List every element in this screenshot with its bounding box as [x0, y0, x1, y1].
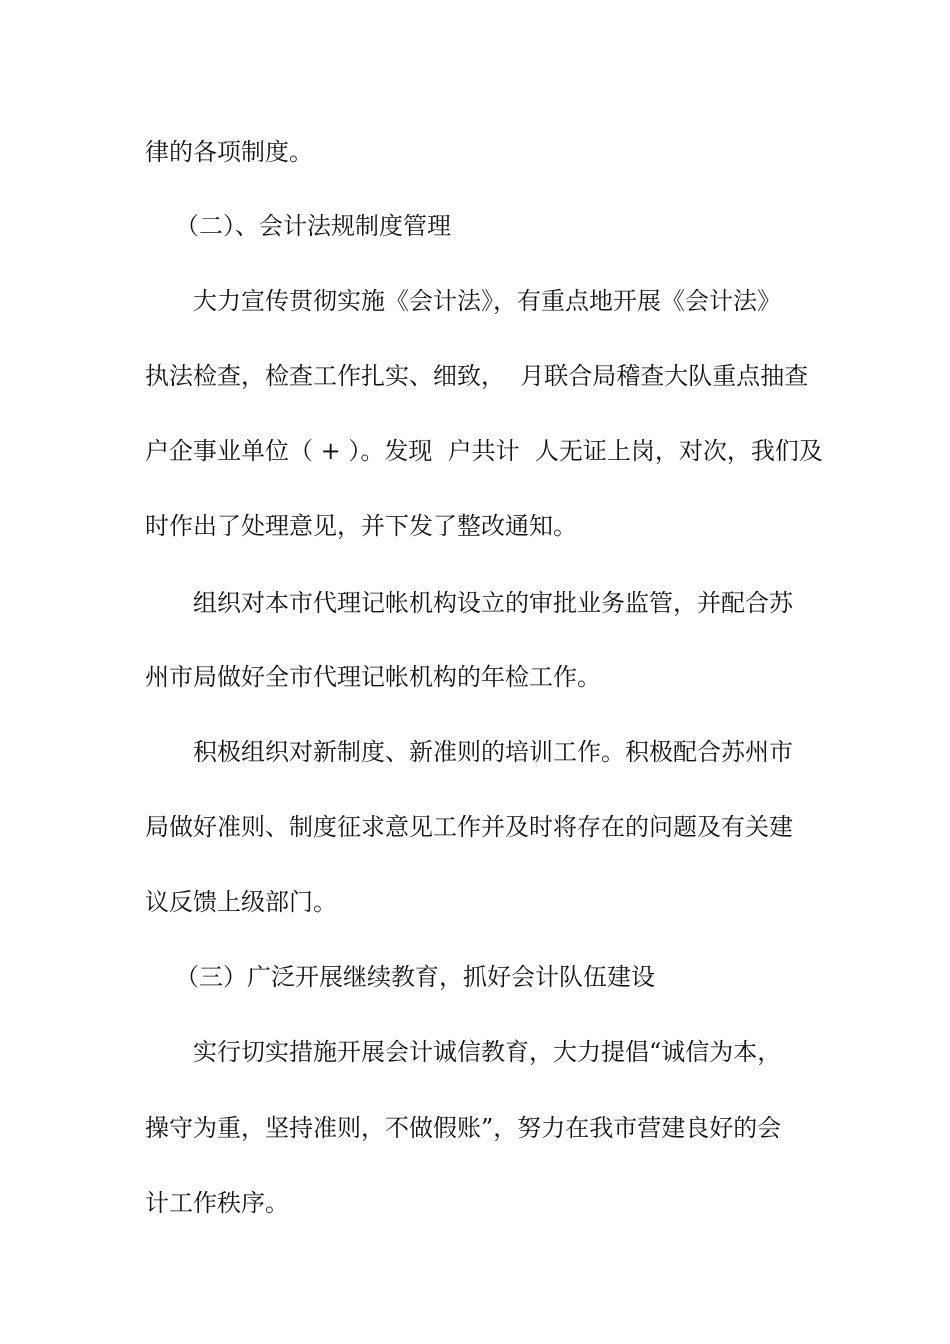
paragraph-line: 积极组织对新制度、新准则的培训工作。积极配合苏州市 — [193, 738, 793, 766]
paragraph-line: 律的各项制度。 — [145, 138, 313, 166]
paragraph-line: 户企事业单位（ + ）。发现 户共计 人无证上岗，对次，我们及 — [145, 437, 823, 465]
paragraph-line: 执法检查，检查工作扎实、细致， 月联合局稽查大队重点抽查 — [145, 362, 809, 390]
section-heading: （三）广泛开展继续教育，抓好会计队伍建设 — [175, 963, 655, 991]
paragraph-line: 实行切实措施开展会计诚信教育，大力提倡“诚信为本， — [193, 1038, 782, 1066]
paragraph-line: 计工作秩序。 — [145, 1189, 289, 1217]
paragraph-line: 局做好准则、制度征求意见工作并及时将存在的问题及有关建 — [145, 813, 793, 841]
paragraph-line: 操守为重，坚持准则，不做假账”，努力在我市营建良好的会 — [145, 1114, 782, 1142]
paragraph-line: 州市局做好全市代理记帐机构的年检工作。 — [145, 663, 601, 691]
paragraph-line: 大力宣传贯彻实施《会计法》，有重点地开展《会计法》 — [193, 287, 781, 315]
section-heading: （二）、会计法规制度管理 — [175, 212, 451, 240]
paragraph-line: 议反馈上级部门。 — [145, 888, 337, 916]
paragraph-line: 组织对本市代理记帐机构设立的审批业务监管，并配合苏 — [193, 589, 793, 617]
paragraph-line: 时作出了处理意见，并下发了整改通知。 — [145, 512, 577, 540]
